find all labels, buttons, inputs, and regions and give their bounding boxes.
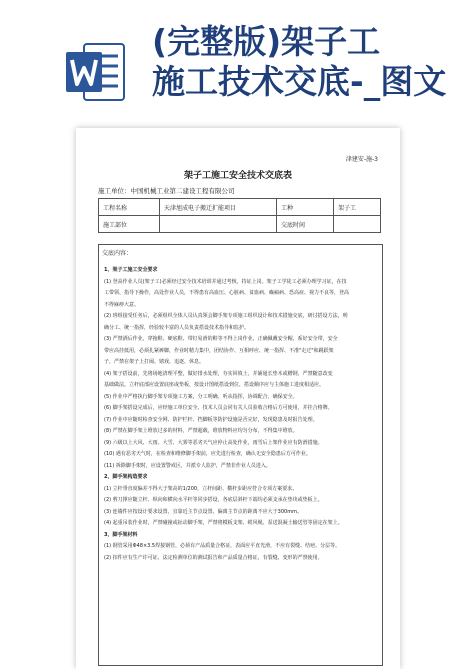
content-line: 工带领、指导下操作，高处作业人员，不得患有高血压、心脏病、贫血病、癫痫病、恐高症、视力不良等，登高 [104,290,350,296]
content-line: 1、架子工施工安全要求 [104,267,158,273]
content-line: 基础做法。立杆底部应设置底座或垫板，按设计图纸搭设到位，搭设顺序应与主体施工进度相适应。 [104,382,325,388]
page-title: 架子工施工安全技术交底表 [183,171,292,181]
content-line: (7) 作业中应随时检查安全网、防护栏杆、挡脚板等防护设施是否完好，发现隐患及时报告处理。 [104,416,318,423]
table-row [99,216,381,233]
content-line: (3) 严禁酒后作业，穿拖鞋、硬底鞋、带钉易滑的鞋等不得上岗作业，正确佩戴安全帽、系好安全带，安全 [104,336,338,342]
trade-label: 工种 [277,199,334,216]
title-line-2: 施工技术交底-_图文 [152,62,447,101]
content-line: (5) 作业中严格执行脚手架专项施工方案，分工明确、听从指挥，协调配合，确保安全。 [104,393,298,400]
date-value [334,216,381,233]
table-row [99,199,381,216]
content-line: 带应高挂低用，必须扎紧裤脚，作业时精力集中，团结协作、互相呼应、统一指挥、不准"走过"和跳跃架 [104,347,334,354]
content-line: (2) 班组接受任务后，必须组织全体人员认真领会脚手架专项施工组织设计和技术措施交底，研讨搭设方法，明 [104,313,348,319]
content-line: (4) 起重吊装作业时，严禁碰撞或扯动脚手架，严禁将模板支架、缆风绳、泵送混凝土输送管等固定在架上。 [104,520,343,526]
document-banner [0,0,474,128]
trade-value: 架子工 [334,199,381,216]
content-line: (1) 立杆垂直度偏差不得大于架高的1/200，立杆间距、横杆步距应符合专项方案要求。 [104,485,298,492]
content-line: (9) 六级以上大风、大雨、大雪、大雾等恶劣天气应停止高处作业，雨雪后上架作业应有防滑措施。 [104,439,323,446]
content-line: 2、脚手架构造要求 [104,474,148,480]
content-line: (1) 登高作业人员(架子工)必须经过安全技术培训并通过考核，持证上岗。架子工学徒工必须办理学习证，在技 [104,278,347,285]
document-title [152,22,470,102]
word-icon [66,40,126,104]
date-label: 交底时间 [277,216,334,233]
content-line: 子，严禁在架子上打闹、嬉戏、追逐、休息。 [104,359,205,365]
content-line: (2) 扣件应有生产许可证、法定检测单位的测试报告和产品质量合格证，有裂缝、变形的严禁使用。 [104,554,323,561]
content-box [98,244,383,666]
department-label: 施工部位 [99,216,160,233]
content-line: 确分工、统一指挥，经验较丰富的人员负责搭设技术指导和监护。 [104,324,250,331]
department-value [160,216,277,233]
project-value: 天津旭成电子搬迁扩能项目 [160,199,277,216]
content-line: 不得麻痹大意。 [104,301,140,308]
content-line: (10) 遇有恶劣天气时，在检查和维修脚手架前，应先进行检查，确认无安全隐患后方可作业。 [104,451,311,457]
content-line: (11) 拆除脚手架时，应设置警戒区，并派专人监护，严禁非作业人员进入。 [104,462,271,469]
document-code: 津建安-施-3 [345,156,378,163]
content-line: (2) 剪刀撑应随立杆、纵向和横向水平杆等同步搭设，各底层斜杆下端均必须支承在垫块或垫板上。 [104,497,323,503]
content-line: (3) 连墙件应按设计要求设置，宜靠近主节点设置，偏离主节点的距离不应大于300mm。 [104,508,302,515]
construction-unit: 施工单位：中国机械工业第二建设工程有限公司 [98,187,235,195]
title-line-1: (完整版)架子工 [152,22,381,61]
document-page [76,128,400,669]
content-label: 交底内容： [102,250,133,257]
info-table [98,198,381,233]
content-line: (4) 架子搭设前，先将场地清理平整，做好排水处理，夯实回填土，并铺通长垫木或槽钢，严禁随意改变 [104,370,333,377]
content-body [104,265,377,564]
content-line: (8) 严禁在脚手架上堆放过多的材料，严禁超载，堆放物料应均匀分布，不得集中堆放。 [104,428,298,434]
content-line: 3、脚手架材料 [104,531,138,538]
project-label: 工程名称 [99,199,160,216]
content-line: (1) 钢管采用Φ48×3.5焊接钢管，必须有产品质量合格证，表面应平直光滑，不应有裂缝、结疤、分层等。 [104,543,341,549]
content-line: (6) 脚手架搭设完成后，应经施工单位安全、技术人员会同有关人员验收合格后方可使用，并挂合格牌。 [104,405,333,411]
